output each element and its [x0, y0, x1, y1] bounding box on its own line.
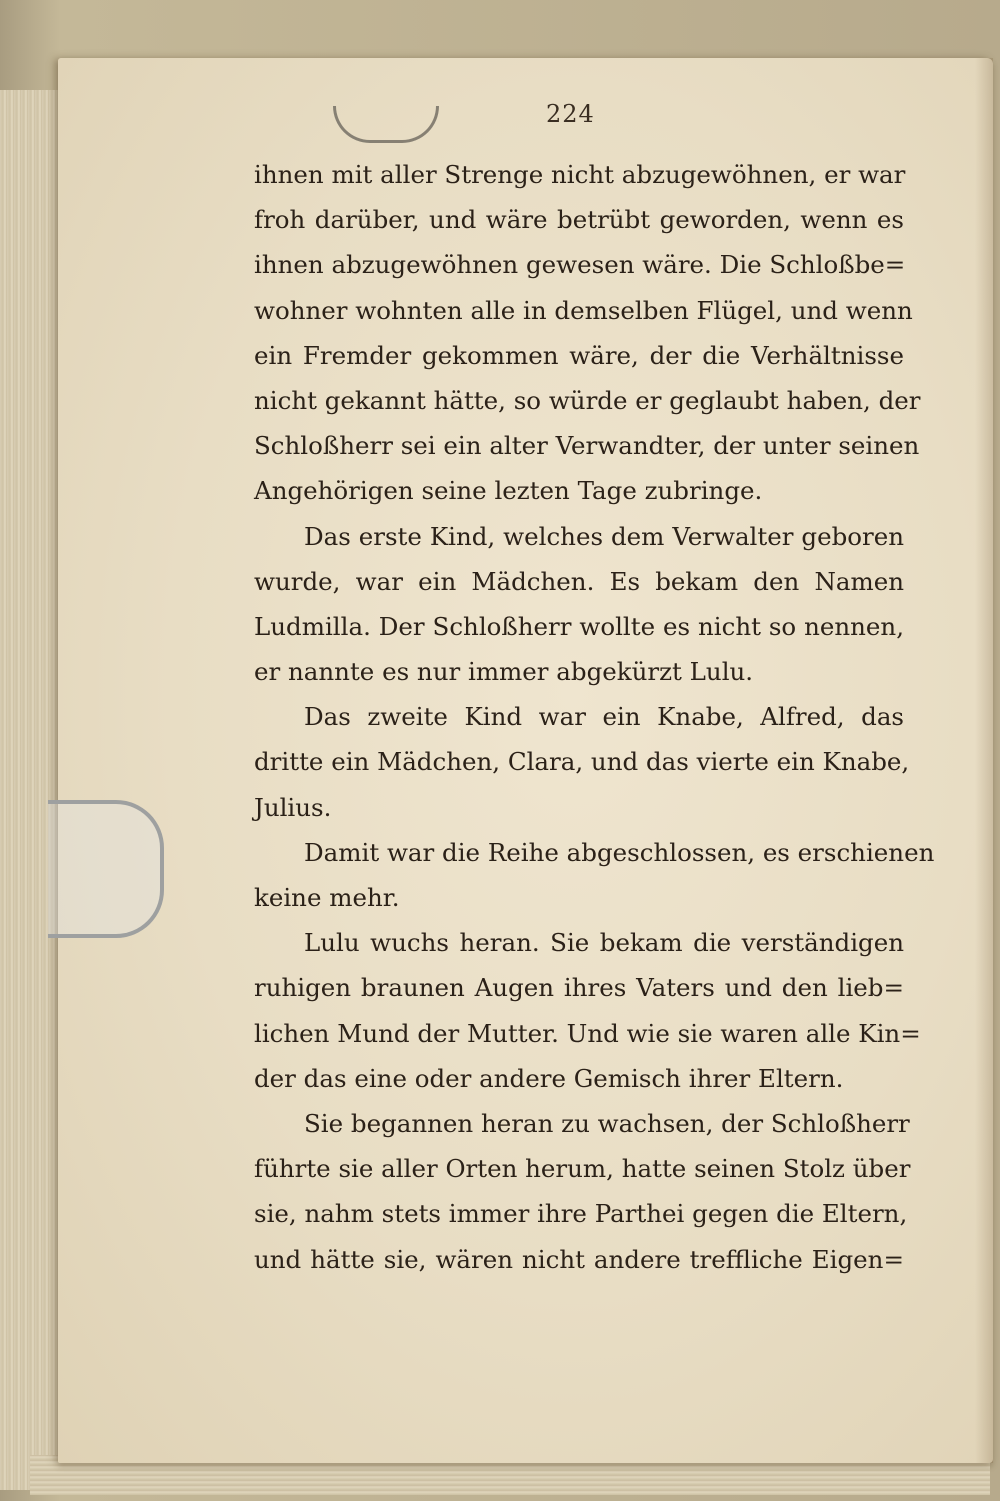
- text-line: der das eine oder andere Gemisch ihrer Eltern.: [254, 1063, 844, 1093]
- text-line: Lulu wuchs heran. Sie bekam die verständigen: [304, 928, 904, 958]
- text-line: ihnen abzugewöhnen gewesen wäre. Die Schloßbe=: [254, 250, 906, 280]
- text-line: wurde, war ein Mädchen. Es bekam den Namen: [254, 566, 904, 596]
- text-line: Das zweite Kind war ein Knabe, Alfred, das: [304, 702, 904, 732]
- body-text: [254, 152, 935, 1282]
- text-line: sie, nahm stets immer ihre Parthei gegen die Eltern,: [254, 1199, 908, 1229]
- text-line: wohner wohnten alle in demselben Flügel, und wenn: [254, 295, 913, 325]
- text-line: er nannte es nur immer abgekürzt Lulu.: [254, 657, 754, 687]
- text-line: ruhigen braunen Augen ihres Vaters und den lieb=: [254, 973, 904, 1003]
- text-line: Julius.: [254, 792, 332, 822]
- text-line: nicht gekannt hätte, so würde er geglaubt haben, der: [254, 385, 921, 415]
- text-line: ihnen mit aller Strenge nicht abzugewöhnen, er war: [254, 160, 906, 189]
- text-line: Sie begannen heran zu wachsen, der Schloßherr: [304, 1108, 910, 1138]
- text-line: und hätte sie, wären nicht andere treffliche Eigen=: [254, 1244, 904, 1274]
- text-line: Schloßherr sei ein alter Verwandter, der unter seinen: [254, 431, 920, 461]
- text-line: Angehörigen seine lezten Tage zubringe.: [254, 476, 763, 506]
- text-line: führte sie aller Orten herum, hatte seinen Stolz über: [254, 1154, 911, 1184]
- text-line: froh darüber, und wäre betrübt geworden, wenn es: [254, 205, 904, 235]
- text-line: Damit war die Reihe abgeschlossen, es erschienen: [304, 837, 935, 867]
- paper-clip-top: [333, 106, 439, 143]
- text-line: lichen Mund der Mutter. Und wie sie waren alle Kin=: [254, 1018, 921, 1048]
- page-edges: [0, 90, 61, 1490]
- text-line: keine mehr.: [254, 883, 400, 912]
- text-line: ein Fremder gekommen wäre, der die Verhältnisse: [254, 340, 904, 370]
- page-number: 224: [546, 100, 595, 128]
- text-line: Das erste Kind, welches dem Verwalter geboren: [304, 521, 904, 551]
- paper-clip-side: [48, 800, 164, 938]
- text-line: Ludmilla. Der Schloßherr wollte es nicht so nennen,: [254, 611, 904, 641]
- text-line: dritte ein Mädchen, Clara, und das vierte ein Knabe,: [254, 747, 910, 777]
